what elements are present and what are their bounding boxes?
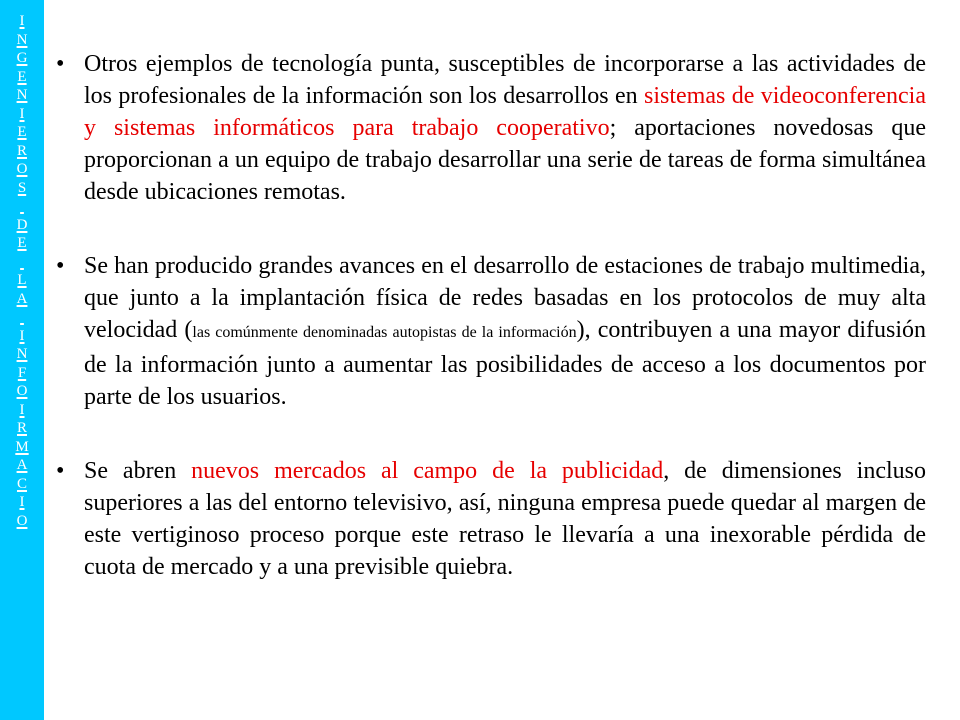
vertical-title-letter: N <box>16 31 28 48</box>
vertical-title-letter: M <box>15 438 29 455</box>
vertical-title-letter <box>20 197 24 216</box>
vertical-title-letter <box>20 308 24 327</box>
vertical-title-letter: L <box>17 272 27 288</box>
small-note-text: las comúnmente denominadas autopistas de la información <box>192 324 577 341</box>
vertical-title-letter: O <box>16 512 28 529</box>
vertical-title-letter: N <box>16 87 28 103</box>
vertical-title-letter: A <box>16 457 28 473</box>
bullet-text-part: ; aportaciones novedosas que proporcionan a un equipo de trabajo desarrollar una serie de tareas de forma simultánea desde ubicaciones remotas. <box>84 115 926 205</box>
vertical-title-letter: O <box>16 161 28 177</box>
bullet-item <box>56 455 926 583</box>
bullet-icon: • <box>56 458 65 484</box>
vertical-title-letter: F <box>17 364 27 381</box>
bullet-text <box>84 250 926 413</box>
vertical-title-letter <box>20 253 24 272</box>
bullet-text-part: Se han producido grandes avances en el desarrollo de estaciones de trabajo multimedia, que junto a la implantación física de redes basadas en los protocolos de muy alta velocidad ( <box>84 253 926 343</box>
vertical-title-letter: A <box>16 290 28 307</box>
vertical-title-letter: E <box>17 124 27 140</box>
vertical-title-letter: I <box>19 494 25 510</box>
vertical-title-letter: E <box>17 68 27 85</box>
highlighted-text: nuevos mercados al campo de la publicidad <box>191 458 664 484</box>
slide-content <box>56 48 926 625</box>
vertical-title-bar <box>0 0 44 720</box>
vertical-title-letter: I <box>19 105 25 122</box>
bullet-icon: • <box>56 51 65 77</box>
vertical-title-letter: R <box>16 420 27 436</box>
bullet-text-part: Otros ejemplos de tecnología punta, susceptibles de incorporarse a las actividades de los profesionales de la información son los desarrollos en <box>84 51 926 109</box>
bullet-icon: • <box>56 253 65 279</box>
vertical-title-letter: D <box>16 216 28 233</box>
highlighted-text: sistemas de videoconferencia y sistemas informáticos para trabajo cooperativo <box>84 83 926 141</box>
bullet-item <box>56 250 926 413</box>
bullet-text <box>84 48 926 208</box>
bullet-text-part: ), contribuyen a una mayor difusión de la información junto a aumentar las posibilidades de acceso a los documentos por parte de los usuarios. <box>84 317 926 410</box>
vertical-title <box>0 12 44 530</box>
bullet-text-part: Se abren <box>84 458 192 484</box>
vertical-title-letter: C <box>16 475 27 492</box>
vertical-title-letter: S <box>17 179 27 196</box>
bullet-item <box>56 48 926 208</box>
vertical-title-letter: E <box>17 235 27 251</box>
bullet-text <box>84 455 926 583</box>
bullet-text-part: , de dimensiones incluso superiores a las del entorno televisivo, así, ninguna empresa puede quedar al margen de este vertiginoso proceso porque este retraso le llevaría a una inexorable pérdida de cuota de mercado y a una previsible quiebra. <box>84 458 927 580</box>
vertical-title-letter: R <box>16 142 27 159</box>
vertical-title-letter: G <box>16 50 28 66</box>
vertical-title-letter: I <box>19 401 25 418</box>
vertical-title-letter: I <box>19 13 25 29</box>
vertical-title-letter: N <box>16 346 28 362</box>
vertical-title-letter: I <box>19 327 25 344</box>
vertical-title-letter: O <box>16 383 28 399</box>
